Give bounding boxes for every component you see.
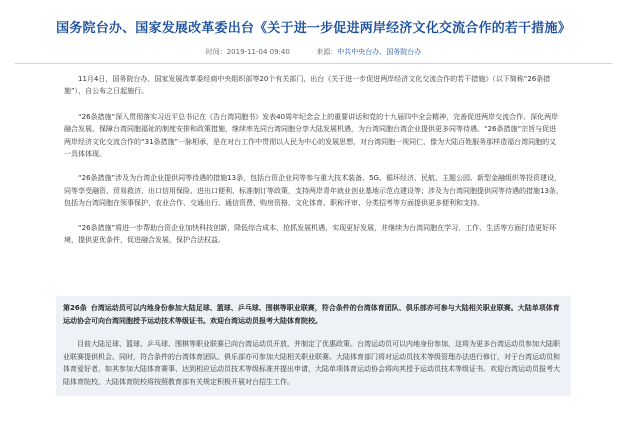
paragraph-intro: 11月4日，国务院台办、国家发展改革委经商中央组织部等20个有关部门，出台《关于进一步促进两岸经济文化交流合作的若干措施》（以下简称“26条措施”），自公布之日起施行。 <box>64 75 551 96</box>
measure-26-explanation: 目前大陆足球、篮球、乒乓球、围棋等职业联赛已向台湾运动员开放，并制定了优惠政策。台湾运动员可以内地身份参加，这将为更多台湾运动员参加大陆职业联赛提供机会。同时，符合条件的台湾体育团队、俱乐部亦可参加大陆相关职业联赛。大陆体育部门将对运动员技术等级管理办法进行修订，对于台湾运动员和体育爱好者，如其参加大陆体育赛事、达到相应运动员技术等级标准并提出申请，大陆单项体育运动协会将向其授予运动员技术等级证书。欢迎台湾运动员报考大陆体育院校，大陆体育院校将按照教育部有关规定积极开展对台招生工作。 <box>63 340 560 386</box>
paragraph-outlook: “26条措施”将进一步帮助台资企业加快科技创新，降低综合成本，抢抓发展机遇，实现更好发展，并继续为台湾同胞在学习、工作、生活等方面打造更好环境，提供更优条件，促进融合发展，保护合法权益。 <box>64 223 557 245</box>
article-meta <box>0 46 627 59</box>
title-divider <box>15 63 612 64</box>
paragraph-scope: “26条措施”涉及为台湾企业提供同等待遇的措施13条，包括台资企业同等参与重大技术装备、5G、循环经济、民航、主题公园、新型金融组织等投资建设，同等享受融资、贸易救济、出口信用保险、进出口便利、标准制订等政策，支持两岸青年就业创业基地示范点建设等；涉及为台湾同胞提供同等待遇的措施13条，包括为台湾同胞在领事保护、农业合作、交通出行、通信资费、购房资格、文化体育、职称评审、分类招考等方面提供更多便利和支持。 <box>64 174 563 208</box>
source-label: 来源： <box>316 48 338 56</box>
article-title: 国务院台办、国家发展改革委出台《关于进一步促进两岸经济文化交流合作的若干措施》 <box>56 21 571 36</box>
measure-text: 台湾运动员可以内地身份参加大陆足球、篮球、乒乓球、围棋等职业联赛，符合条件的台湾体育团队、俱乐部亦可参与大陆相关职业联赛。大陆单项体育运动协会可向台湾同胞授予运动技术等级证书。欢迎台湾运动员报考大陆体育院校。 <box>63 304 560 325</box>
article-body <box>0 73 627 246</box>
time-label: 时间： <box>205 48 227 56</box>
source-link[interactable]: 中共中央台办、国务院台办 <box>337 48 422 56</box>
publish-time: 2019-11-04 09:40 <box>226 48 290 56</box>
measure-26-box <box>56 296 571 395</box>
measure-number: 第26条 <box>63 304 87 313</box>
measure-26-statement <box>63 302 564 327</box>
paragraph-background: “26条措施”深入贯彻落实习近平总书记在《告台湾同胞书》发表40周年纪念会上的重要讲话和党的十九届四中全会精神，完善促进两岸交流合作、深化两岸融合发展、保障台湾同胞福祉的制度安排和政策措施，继续率先同台湾同胞分享大陆发展机遇，为台湾同胞台湾企业提供更多同等待遇。“26条措施”宗旨与促进两岸经济文化交流合作的“31条措施”一脉相承，是在对台工作中贯彻以人民为中心的发展思想，对台湾同胞一视同仁，像为大陆百姓服务那样造福台湾同胞的又一具体体现。 <box>64 112 559 159</box>
